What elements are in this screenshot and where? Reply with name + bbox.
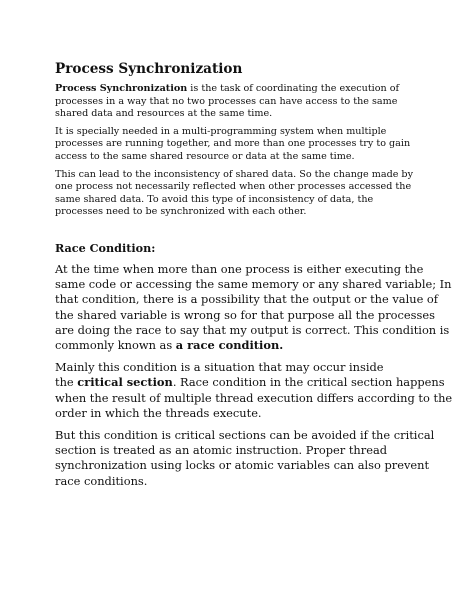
text-line: the shared variable is wrong so for that purpose all the processes — [55, 307, 435, 322]
text-line — [55, 83, 435, 96]
text-line: synchronization using locks or atomic variables can also prevent — [55, 458, 430, 473]
text-line: At the time when more than one process is either executing the — [55, 262, 424, 276]
text-line: processes are running together, and more than one processes try to gain — [55, 138, 411, 150]
text-line: processes need to be synchronized with each other. — [55, 206, 307, 218]
text-line: Mainly this condition is a situation that may occur inside — [55, 360, 384, 375]
paragraph-need — [55, 126, 435, 164]
text-line: access to the same shared resource or data at the same time. — [55, 150, 355, 162]
text-line: race conditions. — [55, 473, 148, 488]
text-line: section is treated as an atomic instruction. Proper thread — [55, 443, 388, 458]
term-process-synchronization: Process Synchronization — [55, 83, 188, 94]
paragraph-prevention — [55, 428, 445, 489]
paragraph-critical-section — [55, 360, 453, 421]
text-line: This can lead to the inconsistency of shared data. So the change made by — [55, 168, 413, 180]
text-span: is the task of coordinating the execution of — [187, 83, 400, 94]
text-line: that condition, there is a possibility that the output or the value of — [55, 292, 438, 307]
race-condition-heading: Race Condition: — [55, 241, 156, 255]
text-line: when the result of multiple thread execution differs according to the — [55, 390, 453, 405]
text-span: . Race condition in the critical section happens — [172, 375, 445, 390]
term-race-condition: a race condition. — [175, 338, 284, 353]
text-span: commonly known as — [55, 338, 176, 353]
text-span: the — [55, 375, 78, 390]
paragraph-definition — [55, 83, 435, 121]
text-line — [55, 375, 445, 390]
text-line: It is specially needed in a multi-programming system when multiple — [55, 125, 387, 137]
paragraph-inconsistency — [55, 169, 435, 219]
text-line: order in which the threads execute. — [55, 405, 262, 420]
text-line — [55, 338, 445, 353]
term-critical-section: critical section — [77, 375, 173, 390]
text-line: shared data and resources at the same time. — [55, 108, 273, 120]
race-condition-section — [55, 262, 453, 496]
text-line: But this condition is critical sections can be avoided if the critical — [55, 428, 435, 443]
text-line: one process not necessarily reflected when other processes accessed the — [55, 181, 412, 193]
text-line: processes in a way that no two processes can have access to the same — [55, 95, 398, 107]
text-line: are doing the race to say that my output is correct. This condition is — [55, 322, 450, 337]
synchronization-section — [55, 83, 435, 224]
text-line: same shared data. To avoid this type of inconsistency of data, the — [55, 193, 374, 205]
text-line: same code or accessing the same memory or any shared variable; In — [55, 277, 452, 292]
page-title: Process Synchronization — [55, 61, 243, 77]
paragraph-race-definition — [55, 262, 452, 353]
